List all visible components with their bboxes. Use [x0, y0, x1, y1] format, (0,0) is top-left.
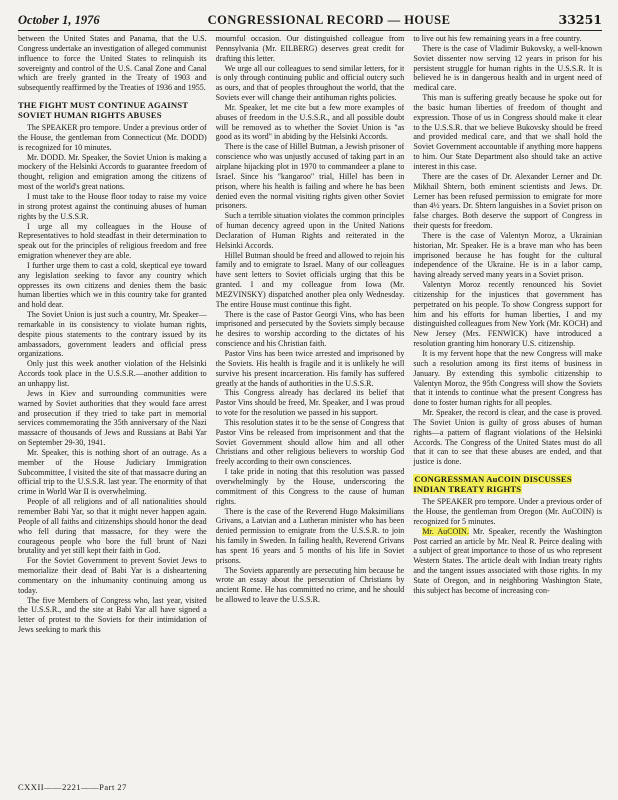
paragraph: This man is suffering greatly because he spoke out for the basic human liberties of freedom of thought and expression. Those of us in Congress should make it clear to the U.S.S.R. that we believe Bukovsky should be freed and provided medical care, and that we shall hold the Soviet Government accountable if anything more happens to him. Our State Department also should take an active interest in this case.: [413, 93, 602, 171]
paragraph: Mr. Speaker, the record is clear, and the case is proved. The Soviet Union is guilty of gross abuses of human rights—a pattern of flagrant violations of the Helsinki Accords. The Congress of the United States must do all that it can to see that these abuses are ended, and that justice is done.: [413, 408, 602, 467]
paragraph: I must take to the House floor today to raise my voice in strong protest against the continuing abuses of human rights by the U.S.S.R.: [18, 191, 207, 221]
paragraph: Such a terrible situation violates the common principles of human decency agreed upon in the United Nations Declaration of Human Rights and reiterated in the Helsinki Accords.: [215, 211, 405, 250]
paragraph: I urge all my colleagues in the House of Representatives to hold steadfast in their determination to speak out for the principles of religious freedom and free emigration whenever they are able.: [18, 221, 207, 261]
paragraph: I further urge them to cast a cold, skeptical eye toward any legislation seeking to favor any country which oppresses its own citizens and denies them the basic human liberties which we in this country take for granted and hold dear.: [18, 260, 207, 310]
header-date: October 1, 1976: [18, 13, 100, 27]
paragraph: There is the case of Hillel Butman, a Jewish prisoner of conscience who was unjustly accused of taking part in an airplane hijacking plot in 1970 to commandeer a plane to Israel. Since his "kangaroo" trial, Hillel has been in prison, where his health is failing and where he has been denied even the normal visiting rights given other Soviet prisoners.: [215, 142, 405, 211]
paragraph: to live out his few remaining years in a free country.: [413, 34, 582, 43]
paragraph: There is the case of Vladimir Bukovsky, a well-known Soviet dissenter now serving 12 years in prison for his persistent struggle for human rights in the U.S.S.R. It is believed he is in dangerous health and in urgent need of medical care.: [413, 43, 602, 93]
paragraph: The Soviet Union is just such a country, Mr. Speaker—remarkable in its consistency to violate human rights, despite pious statements to the contrary issued by its ambassadors, government leaders and official press organizations.: [18, 310, 207, 359]
paragraph: The five Members of Congress who, last year, visited the U.S.S.R., and the site at Babi Yar all have signed a letter of protest to the Soviets for their intimidation of Jews seeking to mark this: [18, 595, 207, 635]
paragraph: I take pride in noting that this resolution was passed overwhelmingly by the House, underscoring the commitment of this Congress to the cause of human rights.: [215, 467, 405, 506]
column-left: [18, 34, 207, 794]
section-heading: [413, 474, 602, 494]
paragraph: There is the case of Valentyn Moroz, a Ukrainian historian, Mr. Speaker. He is a brave man who has been imprisoned because he has fought for the cultural independence of the Ukraine. He is in a labor camp, having already served many years in a Soviet prison.: [413, 230, 602, 280]
page-footer-code: CXXII——2221——Part 27: [18, 782, 127, 792]
paragraph: Mr. Speaker, let me cite but a few more examples of abuses of freedom in the U.S.S.R., and all possible doubt will be removed as to whether the Soviet Union is "as good as its word" in abiding by the Helsinki Accords.: [215, 102, 405, 142]
section-heading-text: CONGRESSMAN AuCOIN DISCUSSES INDIAN TREATY RIGHTS: [413, 474, 572, 495]
paragraph: Hillel Butman should be freed and allowed to rejoin his family and to emigrate to Israel. Many of our colleagues have sent letters to Soviet officials urging that this be granted. I and my colleague from Iowa (Mr. MEZVINSKY) dispatched another plea only Wednesday. The entire House must continue this fight.: [215, 250, 405, 309]
paragraph: It is my fervent hope that the new Congress will make such a resolution among its first items of business in January. By extending this symbolic citizenship to Valentyn Moroz, the 95th Congress will show the Soviets that it intends to continue what the present Congress has done to foster human rights for all peoples.: [413, 349, 602, 408]
paragraph: This Congress already has declared its belief that Pastor Vins should be freed, Mr. Speaker, and I was proud to vote for the resolution we passed in his support.: [215, 388, 405, 418]
paragraph: The Soviets apparently are persecuting him because he wrote an essay about the persecution of Christians by ancient Rome. He has committed no crime, and he should be allowed to leave the U.S.S.R.: [215, 565, 405, 605]
paragraph: Mr. DODD. Mr. Speaker, the Soviet Union is making a mockery of the Helsinki Accords to guarantee freedom of thought, religion and emigration among the citizens of most of the world's great nations.: [18, 152, 207, 192]
paragraph: There is the case of Pastor Georgi Vins, who has been imprisoned and persecuted by the Soviets simply because he desires to worship according to the dictates of his conscience and his Christian faith.: [215, 309, 405, 349]
paragraph: This resolution states it to be the sense of Congress that Pastor Vins be released from imprisonment and that the Soviet Government should allow him and all other Christians and other religious believers to worship God freely according to their own consciences.: [215, 417, 405, 467]
paragraph: We urge all our colleagues to send similar letters, for it is only through continuing public and official outcry such as ours, and that of peoples throughout the world, that the Soviets ever will change their antihuman rights policies.: [215, 63, 405, 103]
paragraph: Only just this week another violation of the Helsinki Accords took place in the U.S.S.R.—another addition to an unhappy list.: [18, 359, 207, 388]
paragraph: mournful occasion. Our distinguished colleague from Pennsylvania (Mr. EILBERG) deserves great credit for drafting this letter.: [215, 34, 405, 63]
paragraph: For the Soviet Government to prevent Soviet Jews to memorialize their dead of Babi Yar is a disheartening commentary on the inhumanity continuing among us today.: [18, 556, 207, 595]
paragraph: Jews in Kiev and surrounding communities were warned by Soviet authorities that they would face arrest and prosecution if they tried to take part in memorial services commemorating the 35th anniversary of the Nazi massacre of thousands of Jews and Russians at Babi Yar on September 29-30, 1941.: [18, 388, 207, 448]
paragraph: Valentyn Moroz recently renounced his Soviet citizenship for the injustices that government has perpetrated on his people. To show Congress support for him and his efforts for human liberties, I and my distinguished colleagues from New York (Mr. KOCH) and New Jersey (Mrs. FENWICK) have introduced a resolution granting him honorary U.S. citizenship.: [413, 280, 602, 349]
paragraph: The SPEAKER pro tempore. Under a previous order of the House, the gentleman from Connecticut (Mr. DODD) is recognized for 10 minutes.: [18, 123, 207, 152]
header-publication: CONGRESSIONAL RECORD — HOUSE: [207, 13, 451, 27]
paragraph: Pastor Vins has been twice arrested and imprisoned by the Soviets. His health is fragile and it is unlikely he will survive his present incarceration. His family has suffered greatly at the hands of authorities in the U.S.S.R.: [215, 349, 405, 388]
paragraph: People of all religions and of all nationalities should remember Babi Yar, so that it might never happen again. People of all faiths and citizenships should honor the dead who fell during that massacre, for they were the courageous people who bore the full brunt of Nazi brutality and yet still kept their faith in God.: [18, 497, 207, 556]
paragraph: There are the cases of Dr. Alexander Lerner and Dr. Mikhail Shtern, both eminent scientists and Jews. Dr. Lerner has been refused permission to emigrate for more than 4½ years. Dr. Shtern languishes in a Soviet prison on false charges. Both deserve the support of Congress in their quests for freedom.: [413, 171, 602, 231]
page-header: [18, 12, 602, 31]
speaker-name: Mr. AuCOIN.: [422, 526, 469, 536]
column-middle: [216, 34, 405, 794]
paragraph: There is the case of the Reverend Hugo Maksimilians Grivans, a Latvian and a Lutheran minister who has been denied permission to emigrate from the U.S.S.R. to join his family in Sweden. In failing health, Reverend Grivans has spent 16 years and 5 months of his life in Soviet prisons.: [215, 506, 405, 565]
paragraph: between the United States and Panama, that the U.S. Congress undertake an investigation of alleged communist influence to force the United States to relinquish its sovereignty and control of the U.S. Canal Zone and Canal which are freely granted in the Treaty of 1903 and subsequently reaffirmed by the Treaties of 1936 and 1955.: [18, 34, 207, 93]
paragraph-text: Mr. Speaker, recently the Washington Post carried an article by Mr. Neal R. Peirce dealing with a subject of great importance to those of us who represent Western States. The article dealt with Indian treaty rights and the tangent issues associated with those rights. In my State of Oregon, and in neighboring Washington State, this subject has become of increasing con-: [413, 526, 602, 595]
paragraph: The SPEAKER pro tempore. Under a previous order of the House, the gentleman from Oregon (Mr. AuCOIN) is recognized for 5 minutes.: [413, 497, 602, 526]
paragraph: Mr. Speaker, this is nothing short of an outrage. As a member of the House Judiciary Immigration Subcommittee, I visited the site of that massacre during an official trip to the U.S.S.R. last year. The enormity of that crime in World War II is overwhelming.: [18, 447, 207, 497]
paragraph: [413, 527, 602, 596]
column-right: [413, 34, 602, 794]
text-columns: [18, 34, 602, 794]
section-heading: THE FIGHT MUST CONTINUE AGAINST SOVIET HUMAN RIGHTS ABUSES: [18, 100, 189, 121]
header-page-number: 33251: [558, 12, 602, 27]
